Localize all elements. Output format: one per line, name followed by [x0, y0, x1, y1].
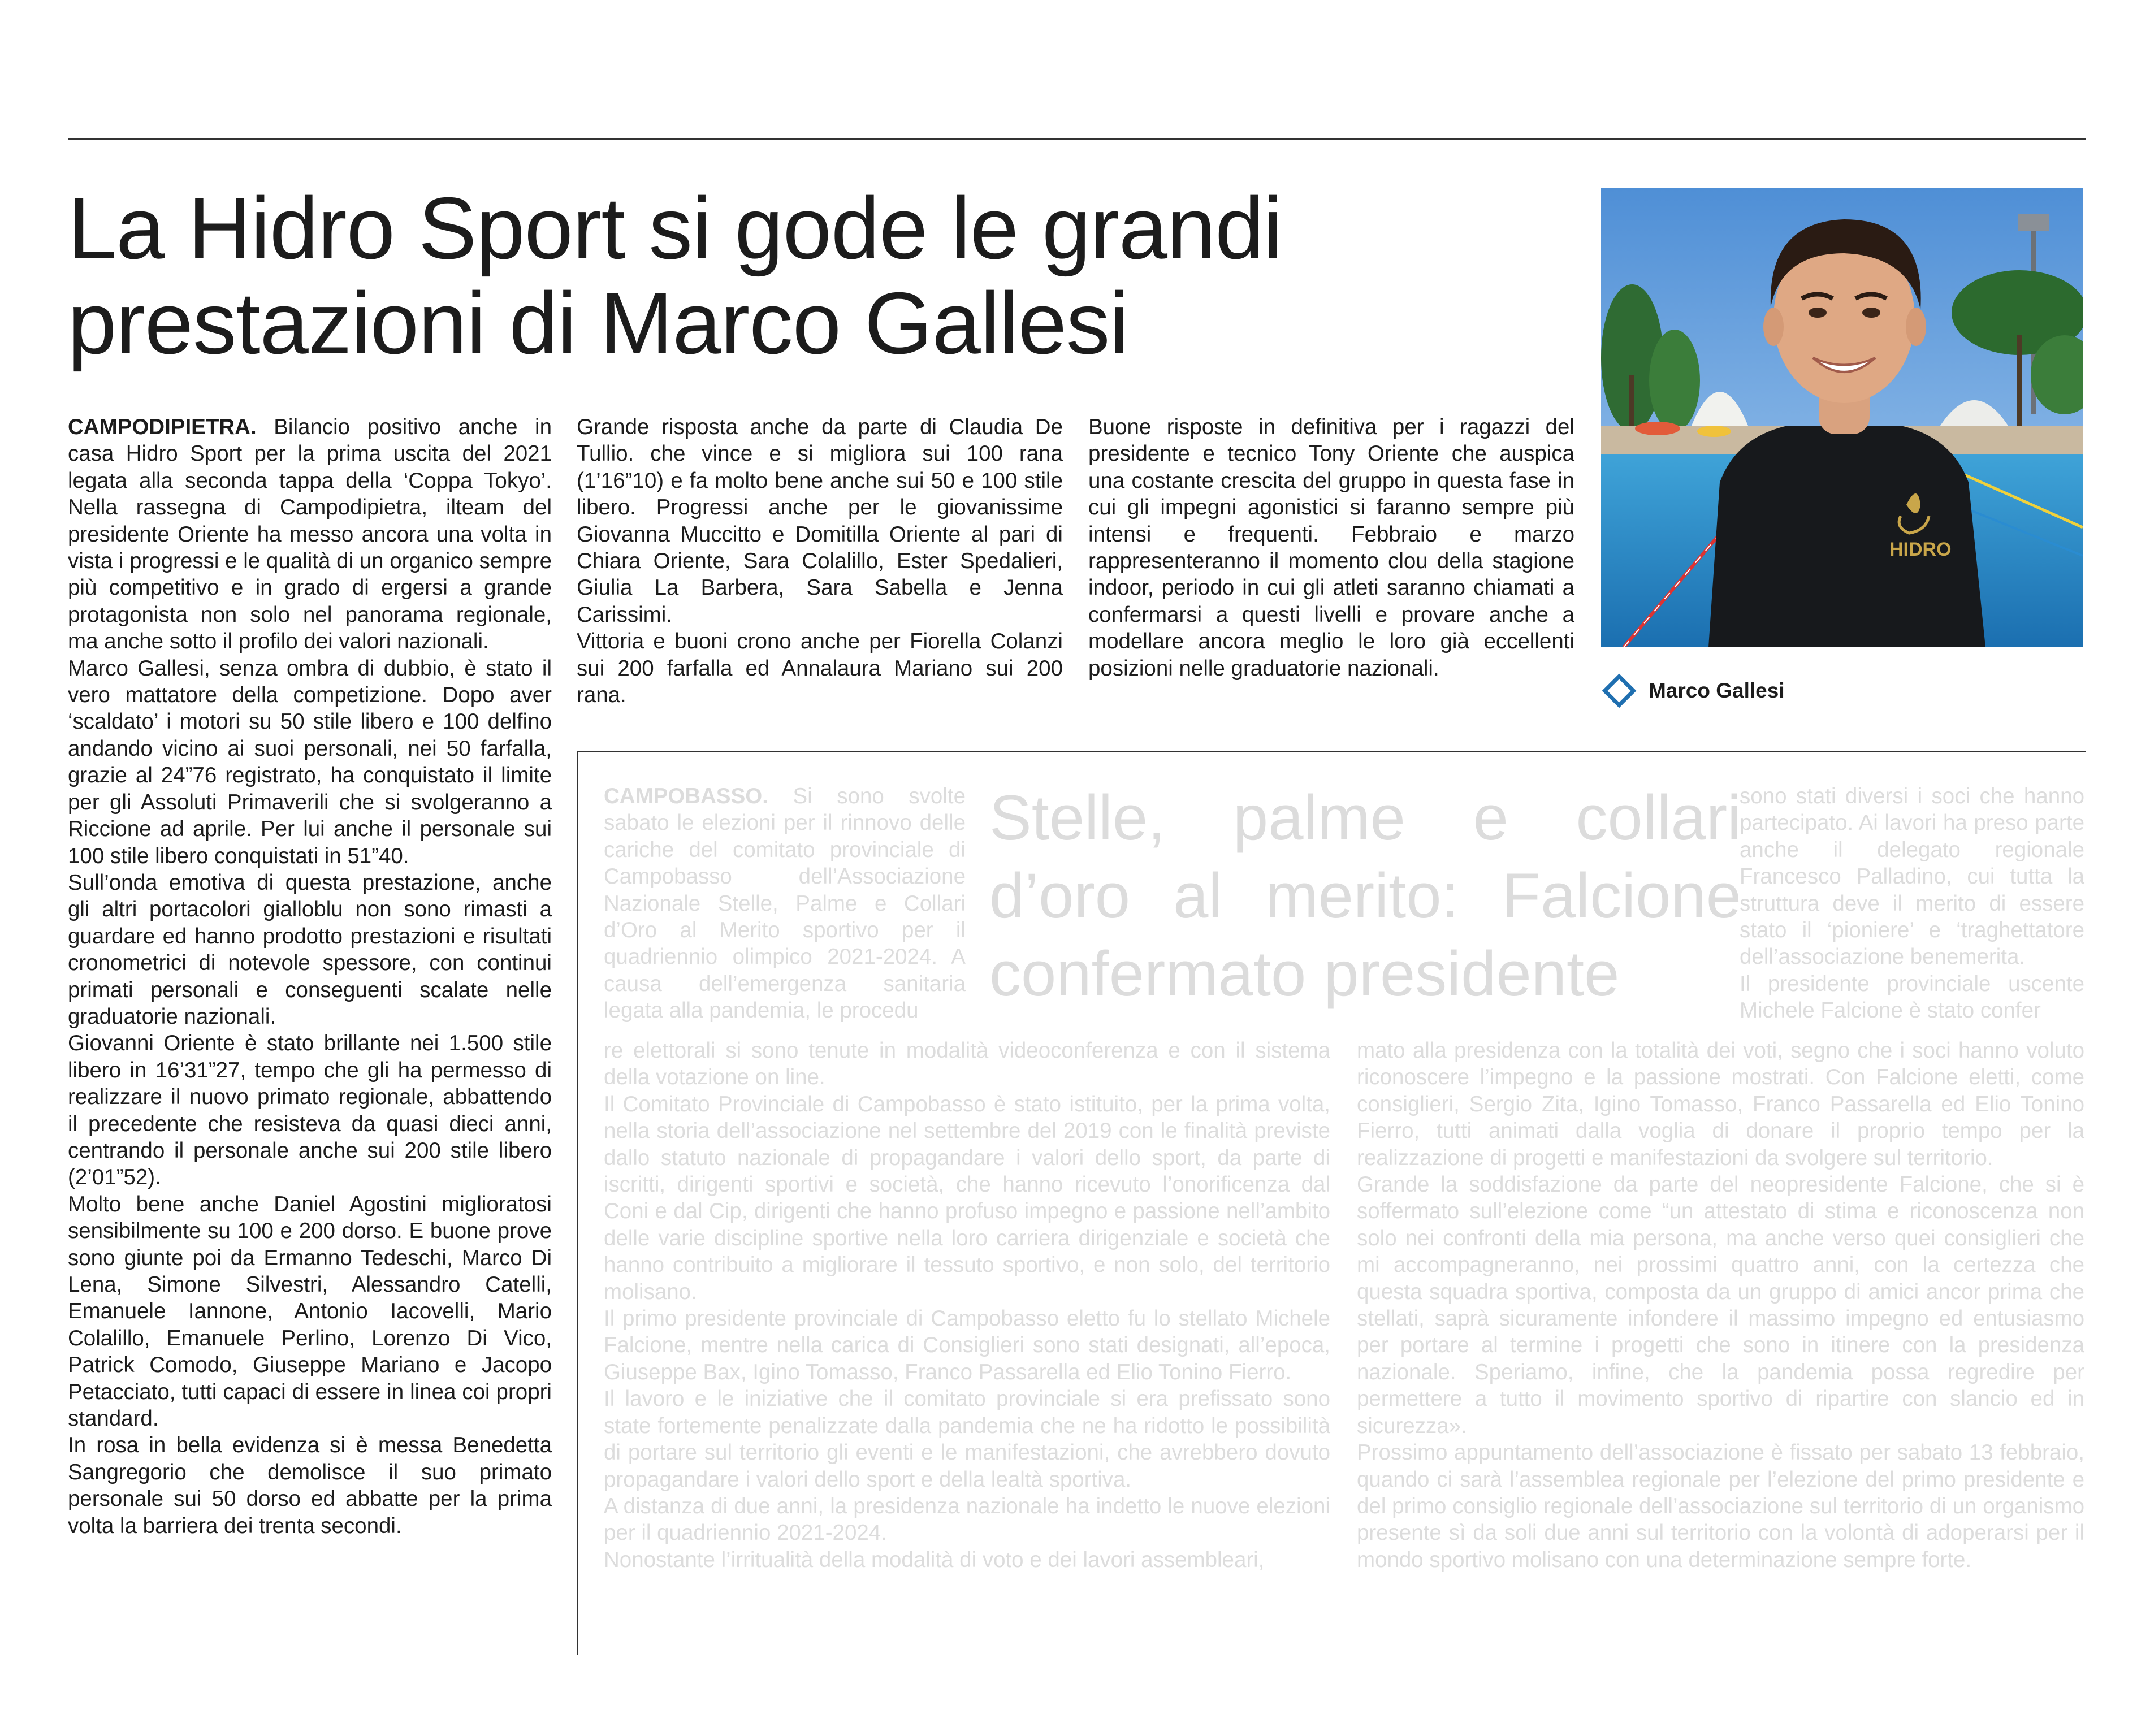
- faded-column-b: [604, 1037, 1330, 1573]
- paragraph: Grande la soddisfazione da parte del neopresidente Falcione, che si è soffermato sull’elezione come “un attestato di stima e riconoscenza non solo nei confronti della mia persona, ma anche verso quei consiglieri che mi accompagneranno, nei prossimi quattro anni, con la certezza che questa squadra sportiva, composta da un gruppo di amici ancor prima che stellati, saprà sicuramente infondere il massimo impegno ed entusiasmo per portare al termine i progetti che sono in itinere con la presidenza nazionale. Speriamo, infine, che la pandemia possa regredire per permettere a tutto il movimento sportivo di ripartire con slancio ed in sicurezza».: [1357, 1172, 2084, 1438]
- paragraph: Marco Gallesi, senza ombra di dubbio, è stato il vero mattatore della competizione. Dopo aver ‘scaldato’ i motori su 50 stile libero e 100 delfino andando vicino ai suoi personali, nei 50 farfalla, grazie al 24”76 registrato, ha conquistato il limite per gli Assoluti Primaverili che si svolgeranno a Riccione ad aprile. Per lui anche il personale sui 100 stile libero conquistati in 51”40.: [68, 656, 552, 868]
- shirt-logo-text: HIDRO: [1889, 539, 1952, 560]
- paragraph: Prossimo appuntamento dell’associazione è fissato per sabato 13 febbraio, quando ci sarà l’assemblea regionale per l’elezione del primo presidente e del primo consiglio regionale dell’associazione sul territorio di un organismo presente sì da soli due anni sul territorio con la volontà di adoperarsi per il mondo sportivo molisano con una determinazione sempre forte.: [1357, 1440, 2084, 1572]
- photo-caption: [1601, 673, 1785, 709]
- paragraph: In rosa in bella evidenza si è messa Benedetta Sangregorio che demolisce il suo primato personale sui 50 dorso ed abbatte per la prima volta la barriera dei trenta secondi.: [68, 1433, 552, 1538]
- headline-line-1: La Hidro Sport si gode le grandi: [68, 179, 1282, 277]
- faded-column-a: [604, 783, 966, 1024]
- paragraph: Buone risposte in definitiva per i ragazzi del presidente e tecnico Tony Oriente che auspica una costante crescita del gruppo in questa fase in cui gli impegni agonistici si faranno sempre più intensi e frequenti. Febbraio e marzo rappresenteranno il momento clou della stagione indoor, periodo in cui gli atleti saranno chiamati a confermarsi a questi livelli e provare anche a modellare ancora meglio le loro già eccellenti posizioni nelle graduatorie nazionali.: [1088, 415, 1574, 681]
- paragraph: Grande risposta anche da parte di Claudia De Tullio. che vince e si migliora sui 100 rana (1’16”10) e fa molto bene anche sui 50 e 100 stile libero. Progressi anche per le giovanissime Giovanna Muccitto e Domitilla Oriente al pari di Chiara Oriente, Sara Colalillo, Ester Spedalieri, Giulia La Barbera, Sara Sabella e Jenna Carissimi.: [577, 415, 1063, 627]
- paragraph: Il primo presidente provinciale di Campobasso eletto fu lo stellato Michele Falcione, mentre nella carica di Consiglieri sono stati designati, all’epoca, Giuseppe Bax, Igino Tomasso, Franco Passarella ed Elio Tonino Fierro.: [604, 1306, 1330, 1384]
- paragraph: A distanza di due anni, la presidenza nazionale ha indetto le nuove elezioni per il quadriennio 2021-2024.: [604, 1493, 1330, 1545]
- caption-text: Marco Gallesi: [1649, 679, 1785, 702]
- article-headline: [68, 181, 1594, 371]
- paragraph: Nonostante l’irritualità della modalità di voto e dei lavori assembleari,: [604, 1547, 1265, 1572]
- diamond-bullet-icon: [1601, 673, 1637, 709]
- paragraph-text: Si sono svolte sabato le elezioni per il rinnovo delle cariche del comitato provinciale di Campobasso dell’Associazione Nazionale Stelle, Palme e Collari d’Oro al Merito sportivo per il quadriennio olimpico 2021-2024. A causa dell’emergenza sanitaria legata alla pandemia, le procedu: [604, 784, 966, 1023]
- paragraph: Sull’onda emotiva di questa prestazione, anche gli altri portacolori gialloblu non sono rimasti a guardare ed hanno prodotto prestazioni e risultati cronometrici di notevole spessore, con continui primati personali e conseguenti scalate nelle graduatorie nazionali.: [68, 870, 552, 1029]
- article-column-1: [68, 414, 552, 1539]
- faded-article-frame-top: [577, 751, 2086, 752]
- paragraph: [68, 414, 552, 655]
- faded-article-title: Stelle, palme e collari d’oro al merito: Falcione confermato presidente: [989, 782, 1741, 1009]
- paragraph: Il Comitato Provinciale di Campobasso è stato istituito, per la prima volta, nella storia dell’associazione nel settembre del 2019 con le finalità previste dallo statuto nazionale di propagandare i valori dello sport, da parte di iscritti, dirigenti sportivi e società, che hanno ricevuto l’onorificenza dal Coni e dal Cip, dirigenti che hanno profuso impegno e passione nell’ambito delle varie discipline sportive nella loro carriera dirigenziale e società che hanno contribuito a migliorare il tessuto sportivo, e non solo, del territorio molisano.: [604, 1092, 1330, 1304]
- paragraph: sono stati diversi i soci che hanno partecipato. Ai lavori ha preso parte anche il delegato regionale Francesco Palladino, cui tutta la struttura deve il merito di essere stato il ‘pioniere’ e ‘traghettatore dell’associazione benemerita.: [1740, 784, 2084, 969]
- paragraph: re elettorali si sono tenute in modalità videoconferenza e con il sistema della votazione on line.: [604, 1038, 1330, 1090]
- top-rule: [68, 138, 2086, 140]
- dateline: CAMPOBASSO.: [604, 784, 768, 808]
- dateline: CAMPODIPIETRA.: [68, 415, 257, 439]
- paragraph: Il presidente provinciale uscente Michele Falcione è stato confer: [1740, 971, 2084, 1023]
- paragraph: Vittoria e buoni crono anche per Fiorella Colanzi sui 200 farfalla ed Annalaura Mariano sui 200 rana.: [577, 629, 1063, 708]
- pool-portrait-illustration: [1601, 188, 2083, 647]
- article-column-2: [577, 414, 1063, 708]
- paragraph: [604, 783, 966, 1024]
- faded-column-d: [1357, 1037, 2084, 1573]
- athlete-photo: [1601, 188, 2083, 647]
- paragraph: Molto bene anche Daniel Agostini miglioratosi sensibilmente su 100 e 200 dorso. E buone prove sono giunte poi da Ermanno Tedeschi, Marco Di Lena, Simone Silvestri, Alessandro Catelli, Emanuele Iannone, Antonio Iacovelli, Mario Colalillo, Emanuele Perlino, Lorenzo Di Vico, Patrick Comodo, Giuseppe Mariano e Jacopo Petacciato, tutti capaci di essere in linea coi propri standard.: [68, 1192, 552, 1431]
- headline-line-2: prestazioni di Marco Gallesi: [68, 274, 1128, 372]
- paragraph: Il lavoro e le iniziative che il comitato provinciale si era prefissato sono state fortemente penalizzate dalla pandemia che ne ha ridotto le possibilità di portare sul territorio gli eventi e le manifestazioni, che avrebbero dovuto propagandare i valori dello sport e della lealtà sportiva.: [604, 1387, 1330, 1492]
- faded-article-frame-left: [577, 751, 578, 1655]
- article-column-3: [1088, 414, 1574, 682]
- paragraph: mato alla presidenza con la totalità dei voti, segno che i soci hanno voluto riconoscere l’impegno e la passione mostrati. Con Falcione eletti, come consiglieri, Sergio Zita, Igino Tomasso, Franco Passarella ed Elio Tonino Fierro, tutti animati dalla voglia di donare il proprio tempo per la realizzazione di progetti e manifestazioni da svolgere sul territorio.: [1357, 1038, 2084, 1170]
- faded-column-c: [1740, 783, 2084, 1024]
- paragraph: Giovanni Oriente è stato brillante nei 1.500 stile libero in 16’31”27, tempo che gli ha permesso di realizzare il nuovo primato regionale, abbattendo il precedente che resisteva da quasi dieci anni, centrando il personale anche sui 200 stile libero (2’01”52).: [68, 1031, 552, 1190]
- paragraph-text: Bilancio positivo anche in casa Hidro Sport per la prima uscita del 2021 legata alla seconda tappa della ‘Coppa Tokyo’. Nella rassegna di Campodipietra, ilteam del presidente Oriente ha messo ancora una volta in vista i progressi e le qualità di un organico sempre più competitivo e in grado di ergersi a grande protagonista non solo nel panorama regionale, ma anche sotto il profilo dei valori nazionali.: [68, 415, 552, 654]
